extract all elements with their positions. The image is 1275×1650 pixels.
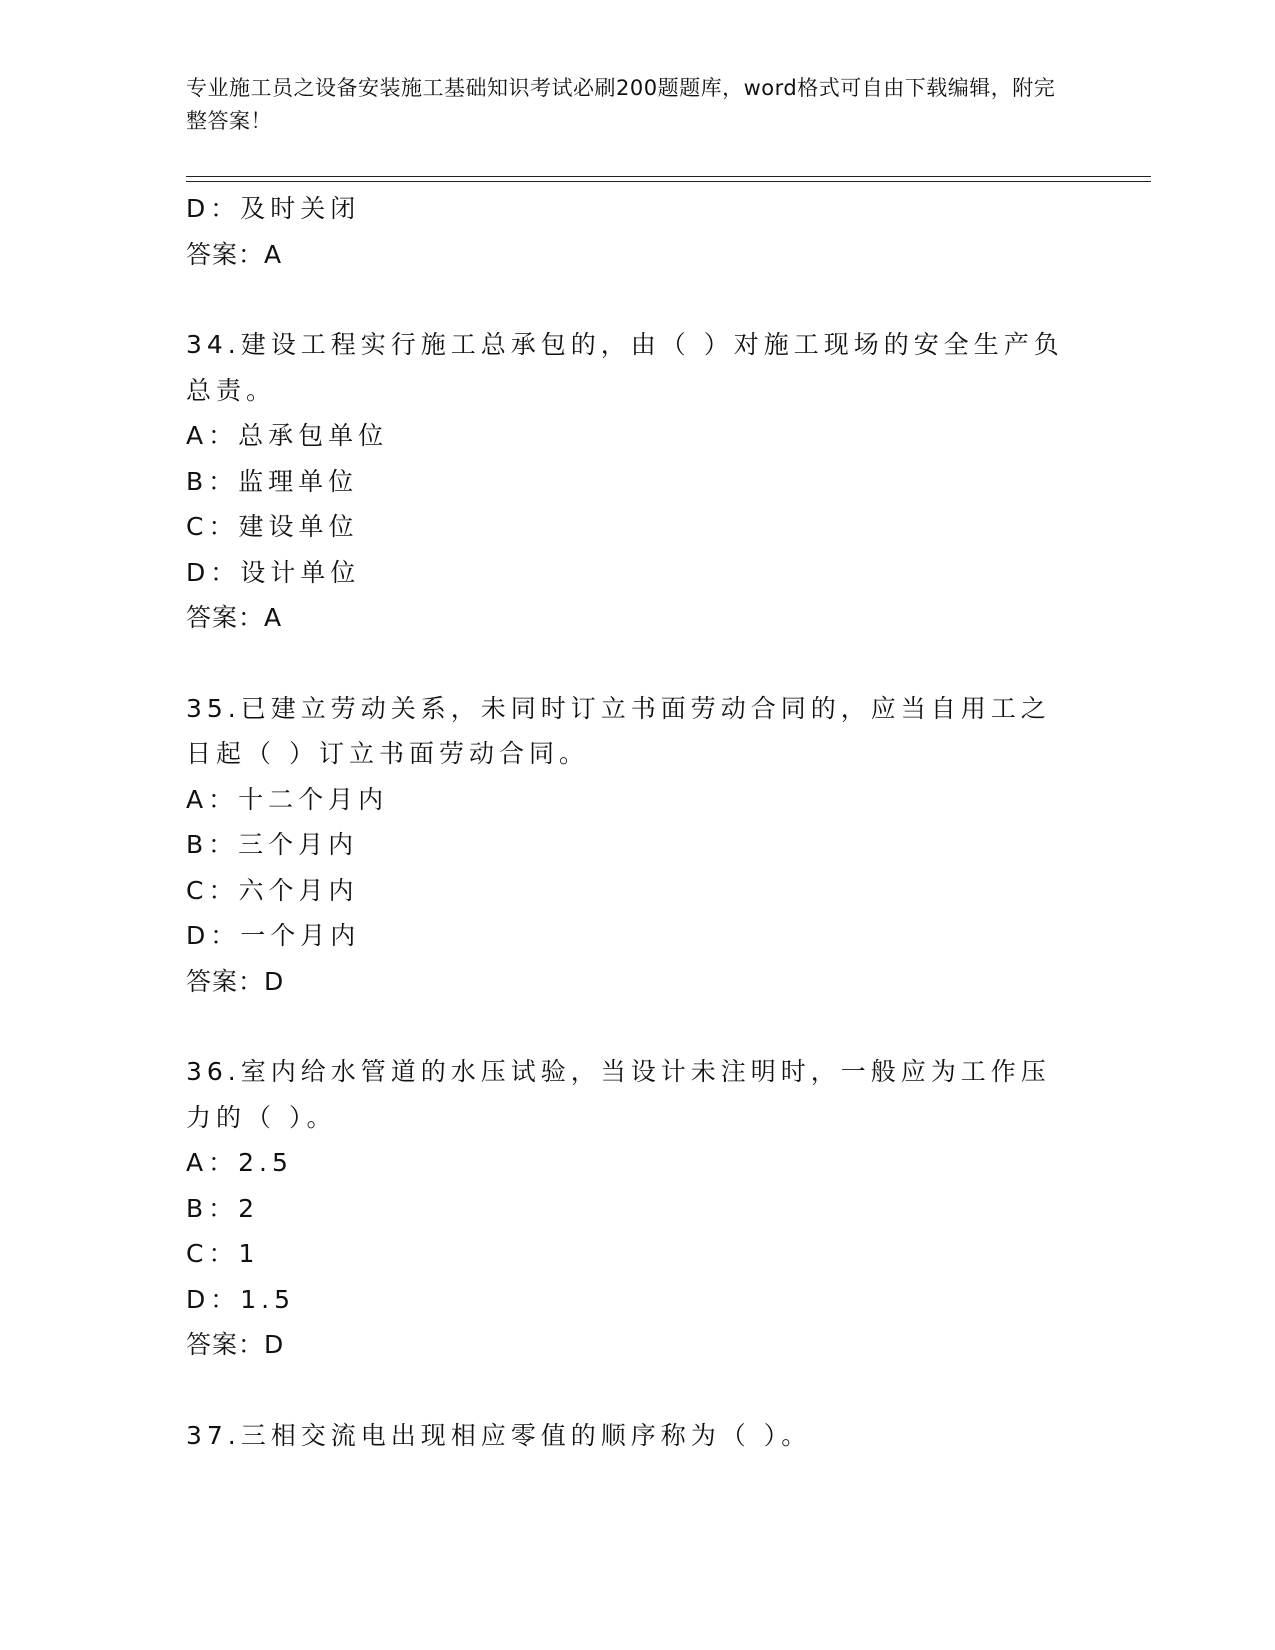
document-header: 专业施工员之设备安装施工基础知识考试必刷200题题库，word格式可自由下载编辑，附完整答案！: [186, 76, 1056, 133]
option-a: A：总承包单位: [186, 421, 389, 450]
answer: 答案：D: [186, 1330, 285, 1359]
question-36: [186, 1049, 1076, 1368]
answer: 答案：D: [186, 966, 285, 996]
option-c: C：建设单位: [186, 512, 359, 541]
option-b: B：三个月内: [186, 830, 359, 859]
answer: 答案：A: [186, 603, 283, 632]
header-divider-bottom: [186, 181, 1151, 182]
document-body: [186, 186, 1076, 1458]
option-a: A：2.5: [186, 1148, 293, 1177]
option-b: B：监理单位: [186, 466, 359, 496]
option-d: D：设计单位: [186, 557, 361, 587]
carryover-option-d: D：及时关闭: [186, 194, 361, 223]
option-b: B：2: [186, 1193, 260, 1223]
option-d: D：1.5: [186, 1284, 296, 1314]
header-divider-top: [186, 176, 1151, 177]
question-text: 35.已建立劳动关系，未同时订立书面劳动合同的，应当自用工之日起（ ）订立书面劳动合同。: [186, 693, 1051, 768]
option-c: C：六个月内: [186, 875, 359, 905]
option-a: A：十二个月内: [186, 784, 389, 814]
question-text: 34.建设工程实行施工总承包的，由（ ）对施工现场的安全生产负总责。: [186, 330, 1064, 405]
carryover-answer: 答案：A: [186, 239, 283, 269]
question-34: [186, 322, 1076, 641]
option-d: D：一个月内: [186, 921, 361, 950]
question-text: 36.室内给水管道的水压试验，当设计未注明时，一般应为工作压力的（ ）。: [186, 1057, 1051, 1132]
option-c: C：1: [186, 1239, 260, 1268]
question-text: 37.三相交流电出现相应零值的顺序称为（ ）。: [186, 1420, 812, 1450]
question-35: [186, 686, 1076, 1005]
question-37: [186, 1413, 1076, 1459]
